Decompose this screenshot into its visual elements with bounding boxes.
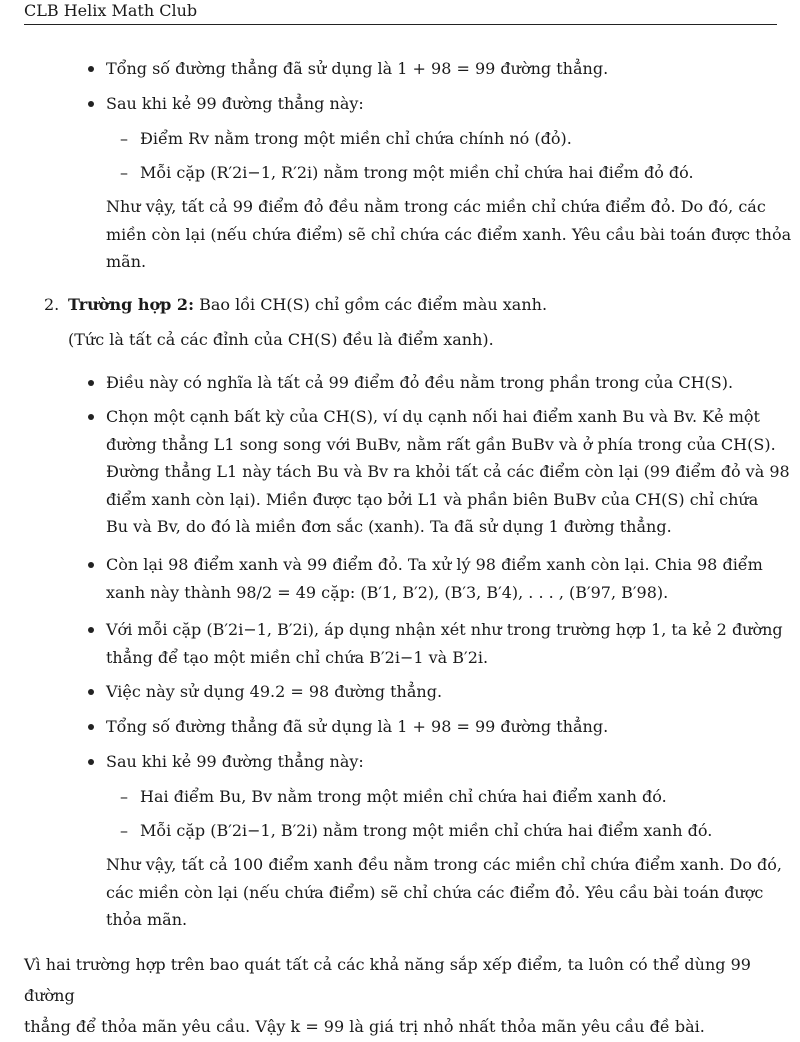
paragraph-line: Vì hai trường hợp trên bao quát tất cả các khả năng sắp xếp điểm, ta luôn có thể dùng 99 đường xyxy=(24,955,751,1005)
page-header xyxy=(24,0,777,25)
case2-bullet-after-drawing: Sau khi kẻ 99 đường thẳng này: xyxy=(106,752,364,771)
paragraph-line: các miền còn lại (nếu chứa điểm) sẽ chỉ chứa các điểm đỏ. Yêu cầu bài toán được xyxy=(106,882,764,902)
dash-marker: – xyxy=(120,821,128,840)
final-conclusion xyxy=(24,949,800,1042)
bullet-dot xyxy=(88,562,94,568)
case2-bullet-lines-used: Việc này sử dụng 49.2 = 98 đường thẳng. xyxy=(106,682,443,701)
case2-dash-bu-bv: Hai điểm Bu, Bv nằm trong một miền chỉ chứa hai điểm xanh đó. xyxy=(140,787,667,806)
case2-heading xyxy=(68,291,547,319)
paragraph-line: mãn. xyxy=(106,252,147,271)
paragraph-line: Như vậy, tất cả 99 điểm đỏ đều nằm trong các miền chỉ chứa điểm đỏ. Do đó, các xyxy=(106,197,766,216)
case2-number: 2. xyxy=(44,295,60,314)
bullet-dot xyxy=(88,759,94,765)
case2-bullet-each-pair xyxy=(106,616,783,671)
dash-marker: – xyxy=(120,163,128,182)
case2-label: Trường hợp 2: xyxy=(68,295,194,314)
dash-marker: – xyxy=(120,787,128,806)
bullet-dot xyxy=(88,66,94,72)
bullet-dot xyxy=(88,101,94,107)
paragraph-line: Chọn một cạnh bất kỳ của CH(S), ví dụ cạnh nối hai điểm xanh Bu và Bv. Kẻ một xyxy=(106,407,760,426)
bullet-dot xyxy=(88,380,94,386)
paragraph-line: đường thẳng L1 song song với BuBv, nằm rất gần BuBv và ở phía trong của CH(S). xyxy=(106,434,776,454)
case2-note: (Tức là tất cả các đỉnh của CH(S) đều là điểm xanh). xyxy=(68,330,494,349)
case2-bullet-remaining-blue xyxy=(106,551,763,606)
paragraph-line: Còn lại 98 điểm xanh và 99 điểm đỏ. Ta xử lý 98 điểm xanh còn lại. Chia 98 điểm xyxy=(106,555,763,574)
paragraph-line: miền còn lại (nếu chứa điểm) sẽ chỉ chứa các điểm xanh. Yêu cầu bài toán được thỏa xyxy=(106,224,792,244)
case1-bullet-total-lines: Tổng số đường thẳng đã sử dụng là 1 + 98 = 99 đường thẳng. xyxy=(106,59,609,78)
case1-bullet-after-drawing: Sau khi kẻ 99 đường thẳng này: xyxy=(106,94,364,113)
case1-conclusion-paragraph xyxy=(106,193,791,276)
case1-dash-red-pairs: Mỗi cặp (R′2i−1, R′2i) nằm trong một miền chỉ chứa hai điểm đỏ đó. xyxy=(140,163,694,182)
bullet-dot xyxy=(88,627,94,633)
paragraph-line: Đường thẳng L1 này tách Bu và Bv ra khỏi tất cả các điểm còn lại (99 điểm đỏ và 98 xyxy=(106,462,790,481)
paragraph-line: điểm xanh còn lại). Miền được tạo bởi L1 và phần biên BuBv của CH(S) chỉ chứa xyxy=(106,489,759,509)
case2-bullet-choose-edge xyxy=(106,403,790,541)
dash-marker: – xyxy=(120,129,128,148)
bullet-dot xyxy=(88,414,94,420)
bullet-dot xyxy=(88,724,94,730)
paragraph-line: thẳng để tạo một miền chỉ chứa B′2i−1 và B′2i. xyxy=(106,647,489,667)
case2-bullet-red-inside: Điều này có nghĩa là tất cả 99 điểm đỏ đều nằm trong phần trong của CH(S). xyxy=(106,373,734,392)
case2-bullet-total-lines: Tổng số đường thẳng đã sử dụng là 1 + 98 = 99 đường thẳng. xyxy=(106,717,609,736)
paragraph-line: thỏa mãn. xyxy=(106,910,188,929)
case2-title: Bao lồi CH(S) chỉ gồm các điểm màu xanh. xyxy=(199,295,548,314)
bullet-dot xyxy=(88,689,94,695)
paragraph-line: xanh này thành 98/2 = 49 cặp: (B′1, B′2), (B′3, B′4), . . . , (B′97, B′98). xyxy=(106,582,669,602)
case2-conclusion-paragraph xyxy=(106,851,782,934)
case2-dash-blue-pairs: Mỗi cặp (B′2i−1, B′2i) nằm trong một miền chỉ chứa hai điểm xanh đó. xyxy=(140,821,713,840)
paragraph-line: Như vậy, tất cả 100 điểm xanh đều nằm trong các miền chỉ chứa điểm xanh. Do đó, xyxy=(106,855,783,874)
header-title: CLB Helix Math Club xyxy=(24,1,198,20)
paragraph-line: Bu và Bv, do đó là miền đơn sắc (xanh). Ta đã sử dụng 1 đường thẳng. xyxy=(106,517,672,536)
paragraph-line: Với mỗi cặp (B′2i−1, B′2i), áp dụng nhận xét như trong trường hợp 1, ta kẻ 2 đường xyxy=(106,620,783,639)
case1-dash-point-rv: Điểm Rv nằm trong một miền chỉ chứa chính nó (đỏ). xyxy=(140,129,572,148)
paragraph-line: thẳng để thỏa mãn yêu cầu. Vậy k = 99 là giá trị nhỏ nhất thỏa mãn yêu cầu đề bài. xyxy=(24,1017,705,1036)
